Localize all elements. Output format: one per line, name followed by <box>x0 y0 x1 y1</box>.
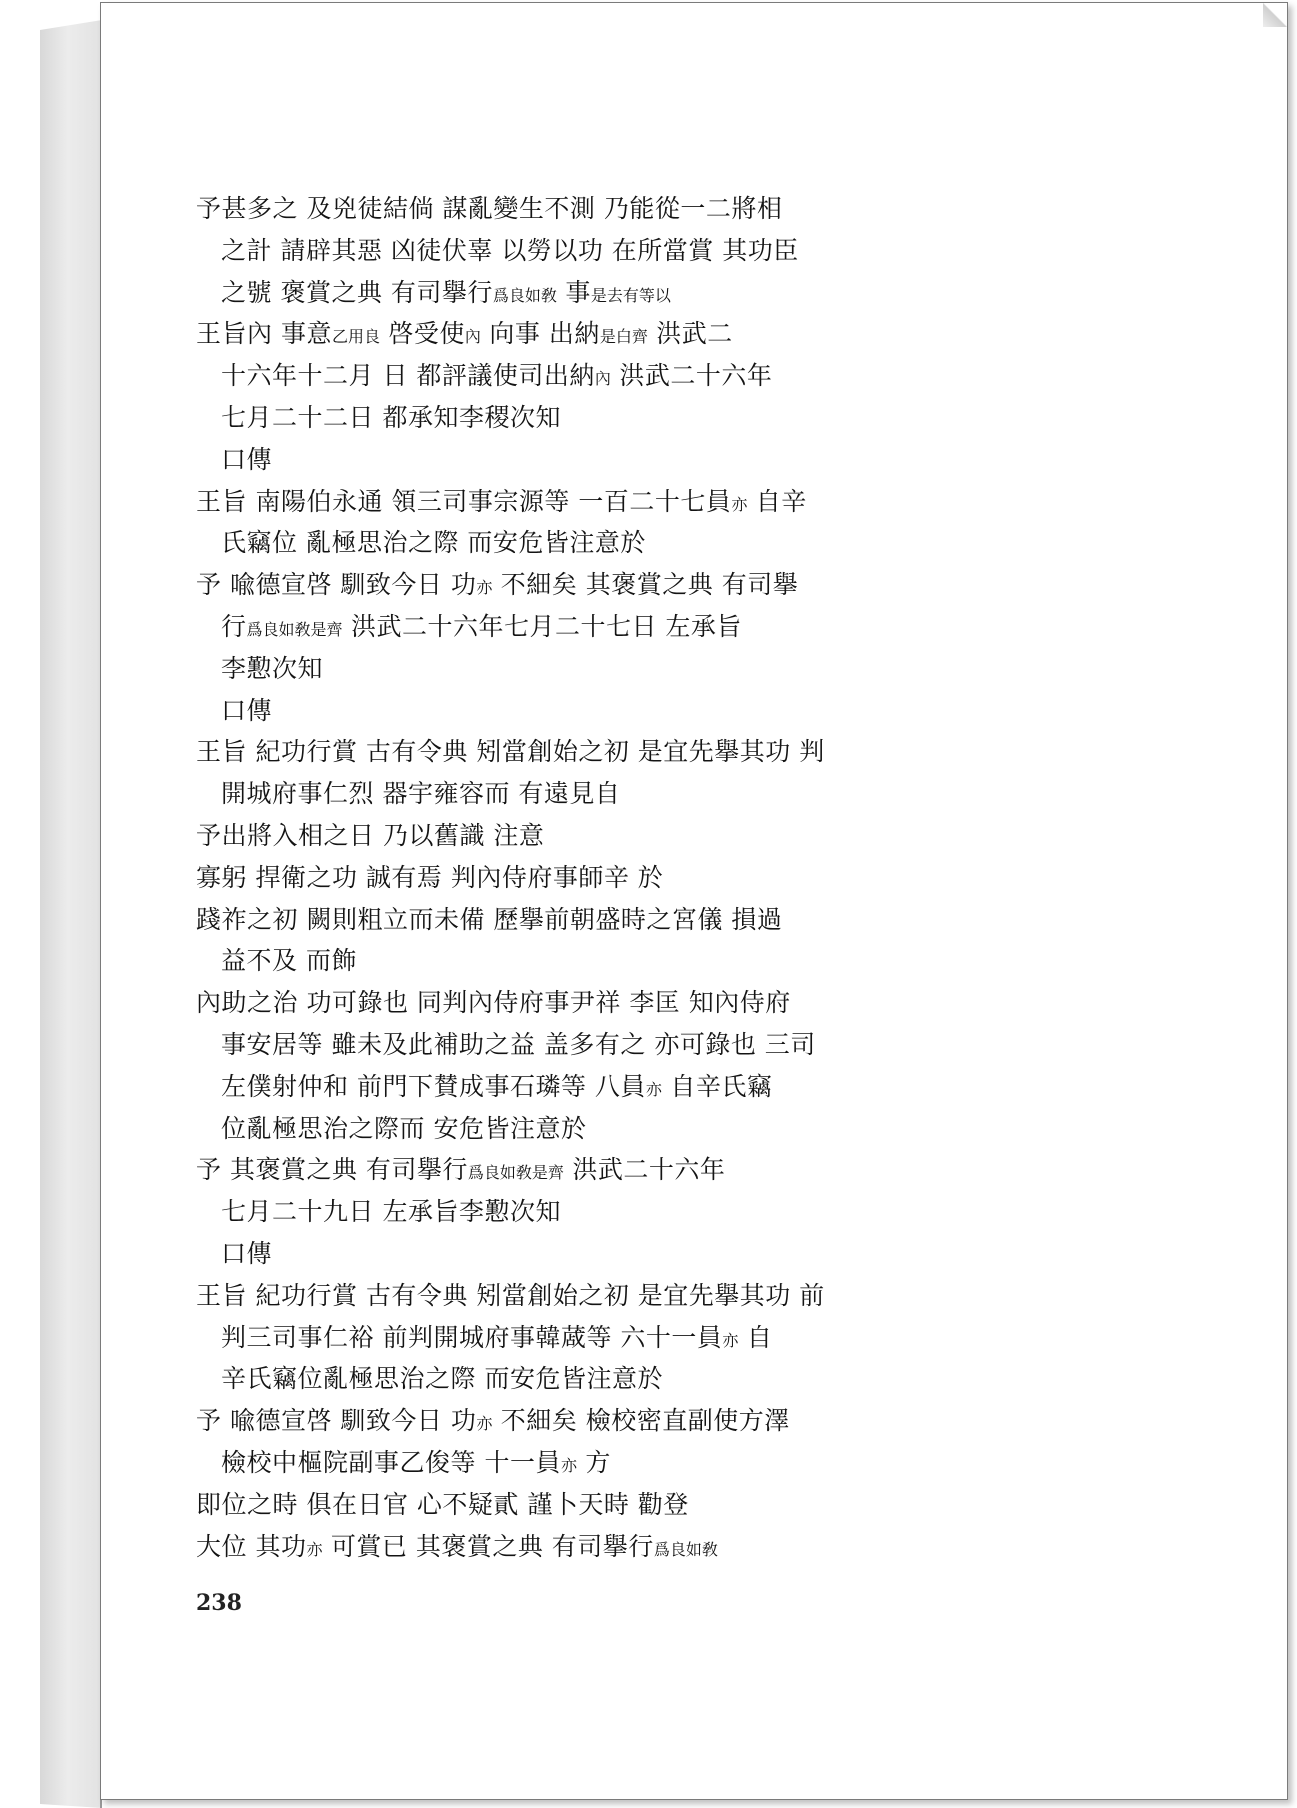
text-line <box>196 397 1036 439</box>
book-spine <box>40 20 102 1808</box>
text-line <box>196 564 1036 606</box>
line-annotation: 爲良如敎 <box>653 1539 718 1559</box>
line-text: 辛氏竊位亂極思治之際 而安危皆注意於 <box>221 1364 663 1394</box>
line-text: 王旨 南陽伯永通 領三司事宗源等 一百二十七員 <box>196 486 732 516</box>
text-line <box>196 648 1036 690</box>
line-text: 左僕射仲和 前門下賛成事石璘等 八員 <box>221 1071 646 1101</box>
line-text: 內助之治 功可錄也 同判內侍府事尹祥 李匡 知內侍府 <box>196 988 791 1018</box>
line-text: 啓受使 <box>379 319 465 349</box>
text-line <box>196 1108 1036 1150</box>
line-text: 可賞已 其褒賞之典 有司擧行 <box>322 1531 654 1561</box>
line-text: 王旨內 事意 <box>196 319 332 349</box>
line-text: 開城府事仁烈 器宇雍容而 有遠見自 <box>221 779 621 809</box>
line-annotation: 亦 <box>722 1330 739 1350</box>
text-line <box>196 1400 1036 1442</box>
line-text: 大位 其功 <box>196 1531 307 1561</box>
text-line <box>196 1191 1036 1233</box>
line-annotation: 乙用良 <box>331 327 380 347</box>
line-annotation: 亦 <box>645 1079 662 1099</box>
line-text: 益不及 而飾 <box>221 946 357 976</box>
text-line <box>196 815 1036 857</box>
text-line <box>196 188 1036 230</box>
text-line <box>196 1233 1036 1275</box>
text-line <box>196 982 1036 1024</box>
text-line <box>196 313 1036 355</box>
text-line <box>196 1024 1036 1066</box>
line-text: 位亂極思治之際而 安危皆注意於 <box>221 1113 587 1143</box>
line-text: 王旨 紀功行賞 古有令典 矧當創始之初 是宜先擧其功 前 <box>196 1280 825 1310</box>
line-text: 口傳 <box>221 695 273 725</box>
line-text: 氏竊位 亂極思治之際 而安危皆注意於 <box>221 528 646 558</box>
line-text: 之計 請辟其惡 凶徒伏辜 以勞以功 在所當賞 其功臣 <box>221 235 799 265</box>
line-annotation: 亦 <box>476 578 493 598</box>
line-annotation: 是去有等以 <box>590 285 671 305</box>
line-text: 自 <box>738 1322 773 1352</box>
line-text: 事 <box>556 277 591 307</box>
line-annotation: 內 <box>464 327 481 347</box>
line-text: 自辛氏竊 <box>661 1071 773 1101</box>
page-number: 238 <box>196 1590 242 1616</box>
line-text: 自辛 <box>747 486 807 516</box>
line-text: 事安居等 雖未及此補助之益 盖多有之 亦可錄也 三司 <box>221 1029 816 1059</box>
line-annotation: 爲良如敎 <box>492 285 557 305</box>
line-text: 行 <box>221 611 247 641</box>
line-annotation: 亦 <box>306 1539 323 1559</box>
book-spine-fill <box>40 20 102 1808</box>
page-curl <box>1263 3 1287 27</box>
line-annotation: 爲良如敎是齊 <box>246 619 343 639</box>
line-text: 不細矣 其褒賞之典 有司擧 <box>492 570 799 600</box>
line-text: 李懃次知 <box>221 653 324 683</box>
text-line <box>196 731 1036 773</box>
line-annotation: 亦 <box>731 494 748 514</box>
line-text: 口傳 <box>221 1238 273 1268</box>
text-line <box>196 1149 1036 1191</box>
line-annotation: 爲良如敎是齊 <box>467 1163 564 1183</box>
text-line <box>196 690 1036 732</box>
text-line <box>196 1358 1036 1400</box>
text-line <box>196 1484 1036 1526</box>
text-line <box>196 857 1036 899</box>
line-text: 七月二十九日 左承旨李懃次知 <box>221 1197 561 1227</box>
text-line <box>196 481 1036 523</box>
line-annotation: 是白齊 <box>599 327 648 347</box>
line-text: 七月二十二日 都承知李稷次知 <box>221 402 561 432</box>
line-text: 即位之時 俱在日官 心不疑貳 謹卜天時 勸登 <box>196 1489 689 1519</box>
line-text: 檢校中樞院副事乙俊等 十一員 <box>221 1447 561 1477</box>
line-text: 判三司事仁裕 前判開城府事韓蒧等 六十一員 <box>221 1322 723 1352</box>
text-line <box>196 1066 1036 1108</box>
text-line <box>196 773 1036 815</box>
text-line <box>196 606 1036 648</box>
text-line <box>196 230 1036 272</box>
line-text: 向事 出納 <box>480 319 600 349</box>
text-line <box>196 272 1036 314</box>
page-text-block <box>196 188 1036 1567</box>
text-line <box>196 940 1036 982</box>
line-text: 不細矣 檢校密直副使方澤 <box>492 1406 790 1436</box>
text-line <box>196 1442 1036 1484</box>
line-text: 踐祚之初 闕則粗立而未備 歷擧前朝盛時之宮儀 損過 <box>196 904 783 934</box>
line-text: 王旨 紀功行賞 古有令典 矧當創始之初 是宜先擧其功 判 <box>196 737 825 767</box>
text-line <box>196 1317 1036 1359</box>
line-annotation: 亦 <box>476 1414 493 1434</box>
text-line <box>196 1526 1036 1568</box>
line-text: 予出將入相之日 乃以舊識 注意 <box>196 820 545 850</box>
line-text: 予 其褒賞之典 有司擧行 <box>196 1155 468 1185</box>
line-text: 方 <box>576 1447 611 1477</box>
line-text: 予 喩德宣啓 馴致今日 功 <box>196 1406 477 1436</box>
line-text: 之號 褒賞之典 有司擧行 <box>221 277 493 307</box>
line-text: 寡躬 捍衛之功 誠有焉 判內侍府事師辛 於 <box>196 862 664 892</box>
line-text: 洪武二十六年 <box>563 1155 726 1185</box>
line-text: 予 喩德宣啓 馴致今日 功 <box>196 570 477 600</box>
line-annotation: 亦 <box>560 1455 577 1475</box>
text-line <box>196 522 1036 564</box>
text-line <box>196 355 1036 397</box>
text-line <box>196 439 1036 481</box>
line-text: 洪武二 <box>647 319 733 349</box>
line-text: 洪武二十六年七月二十七日 左承旨 <box>342 611 742 641</box>
line-text: 十六年十二月 日 都評議使司出納 <box>221 361 595 391</box>
text-line <box>196 899 1036 941</box>
line-annotation: 內 <box>594 369 611 389</box>
text-line <box>196 1275 1036 1317</box>
line-text: 予甚多之 及兇徒結倘 謀亂變生不測 乃能從一二將相 <box>196 194 783 223</box>
line-text: 洪武二十六年 <box>610 361 773 391</box>
line-text: 口傳 <box>221 444 273 474</box>
